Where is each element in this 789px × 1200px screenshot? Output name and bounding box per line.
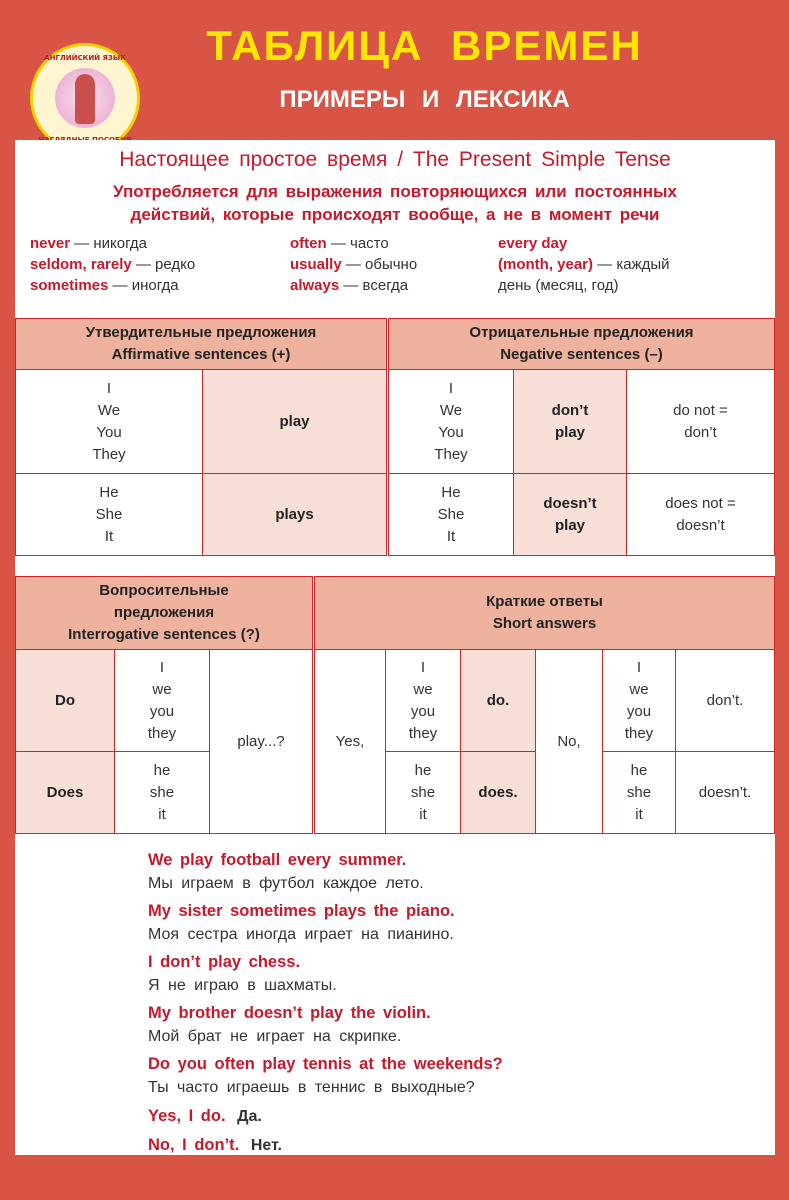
- example-item: [148, 1132, 503, 1158]
- adverb-item: [498, 275, 758, 296]
- adverb-en: often: [290, 235, 327, 252]
- example-ru: Ты часто играешь в теннис в выходные?: [148, 1079, 475, 1096]
- table-row: [389, 474, 775, 556]
- negative-table: [388, 318, 775, 556]
- adverb-ru: — обычно: [341, 256, 418, 273]
- tense-title: Настоящее простое время / The Present Simple Tense: [119, 148, 671, 171]
- note-line: do not =: [673, 401, 728, 419]
- verb-cell: plays: [203, 474, 387, 556]
- pronoun: it: [158, 805, 166, 823]
- pronouns-cell: [386, 752, 461, 834]
- pronoun: You: [96, 423, 122, 441]
- pronoun: I: [159, 658, 165, 676]
- intro-section: [15, 140, 775, 296]
- verb-line: don’t: [551, 401, 589, 419]
- example-ru: Нет.: [250, 1137, 282, 1154]
- interrogative-table: [15, 576, 313, 834]
- pronoun: they: [147, 724, 177, 742]
- note-cell: [627, 474, 775, 556]
- pronoun: I: [106, 379, 112, 397]
- header-ru: Отрицательные предложения: [469, 324, 694, 341]
- pronoun: he: [153, 761, 171, 779]
- note-line: doesn’t: [676, 516, 725, 534]
- header-ru: Утвердительные предложения: [85, 324, 317, 341]
- header-en: Affirmative sentences (+): [111, 346, 291, 363]
- adverb-en: every day: [498, 235, 568, 252]
- aux-cell: Do: [16, 650, 115, 752]
- adverb-item: [290, 233, 498, 254]
- adverb-item: [30, 233, 290, 254]
- pronoun: they: [624, 724, 654, 742]
- pronoun: I: [448, 379, 454, 397]
- adverb-ru: — никогда: [70, 235, 147, 252]
- content-panel: [15, 140, 775, 1155]
- pronoun: It: [104, 527, 114, 545]
- example-item: [148, 899, 503, 947]
- adverb-en: sometimes: [30, 277, 109, 294]
- pronoun: she: [626, 783, 652, 801]
- example-ru: Мы играем в футбол каждое лето.: [148, 875, 424, 892]
- example-en: Do you often play tennis at the weekends?: [148, 1055, 503, 1073]
- example-en: I don’t play chess.: [148, 953, 301, 971]
- note-cell: [627, 370, 775, 474]
- header-ru: Вопросительные: [99, 582, 229, 599]
- header-en: Short answers: [492, 615, 597, 632]
- example-item: [148, 950, 503, 998]
- pronouns-cell: [389, 370, 514, 474]
- usage-line: действий, которые происходят вообще, а не в момент речи: [130, 205, 660, 224]
- example-en: We play football every summer.: [148, 851, 407, 869]
- pronouns-cell: [16, 370, 203, 474]
- pronoun: I: [636, 658, 642, 676]
- adverbs-column: [30, 233, 290, 296]
- note-line: don’t: [684, 423, 717, 441]
- adverb-ru: — всегда: [339, 277, 409, 294]
- adverb-ru: — иногда: [108, 277, 179, 294]
- pronoun: you: [410, 702, 436, 720]
- adverbs-column: [290, 233, 498, 296]
- verb-line: play: [554, 516, 585, 534]
- pronoun: I: [420, 658, 426, 676]
- adverb-ru: — каждый: [593, 256, 670, 273]
- usage-description: [15, 180, 775, 226]
- verb-cell: play: [203, 370, 387, 474]
- examples-section: [148, 845, 503, 1158]
- logo-top-text: АНГЛИЙСКИЙ ЯЗЫК: [44, 54, 126, 62]
- negative-header: [389, 319, 775, 370]
- pronoun: he: [414, 761, 432, 779]
- example-item: [148, 1052, 503, 1100]
- adverb-item: [30, 254, 290, 275]
- aux-cell: Does: [16, 752, 115, 834]
- adverb-en: (month, year): [498, 256, 594, 273]
- pronoun: She: [437, 505, 465, 523]
- pronouns-cell: [389, 474, 514, 556]
- page-subtitle: ПРИМЕРЫ И ЛЕКСИКА: [279, 86, 570, 113]
- note-line: does not =: [665, 494, 736, 512]
- example-en: My brother doesn’t play the violin.: [148, 1004, 431, 1022]
- table-row: [16, 370, 387, 474]
- adverb-item: [30, 275, 290, 296]
- pronoun: it: [635, 805, 643, 823]
- verb-cell: [514, 370, 627, 474]
- adverb-en: seldom, rarely: [30, 256, 132, 273]
- verb-line: doesn’t: [543, 494, 597, 512]
- pronoun: They: [434, 445, 468, 463]
- pronouns-cell: [16, 474, 203, 556]
- table-row: [16, 650, 313, 752]
- pronoun: We: [97, 401, 121, 419]
- no-aux-cell: don’t.: [676, 650, 775, 752]
- pronouns-cell: [115, 752, 210, 834]
- yes-aux-cell: does.: [461, 752, 536, 834]
- table-row: [315, 650, 775, 752]
- adverb-ru: день (месяц, год): [498, 277, 619, 294]
- verb-line: play: [554, 423, 585, 441]
- short-answers-table: [314, 576, 775, 834]
- page-title: ТАБЛИЦА ВРЕМЕН: [206, 22, 643, 69]
- pronoun: she: [410, 783, 436, 801]
- yes-cell: Yes,: [315, 650, 386, 834]
- pronoun: She: [95, 505, 123, 523]
- interrogative-header: [16, 577, 313, 650]
- adverbs-column: [498, 233, 758, 296]
- adverb-en: always: [290, 277, 340, 294]
- example-en: Yes, I do.: [148, 1107, 226, 1125]
- adverb-item: [290, 275, 498, 296]
- no-cell: No,: [536, 650, 603, 834]
- pronouns-cell: [386, 650, 461, 752]
- pronoun: we: [152, 680, 172, 698]
- affirmative-header: [16, 319, 387, 370]
- adverb-en: usually: [290, 256, 342, 273]
- yes-aux-cell: do.: [461, 650, 536, 752]
- pronoun: They: [92, 445, 126, 463]
- header-en: Interrogative sentences (?): [68, 626, 260, 643]
- adverb-en: never: [30, 235, 71, 252]
- no-aux-cell: doesn’t.: [676, 752, 775, 834]
- pronoun: she: [149, 783, 175, 801]
- pronoun: He: [99, 483, 119, 501]
- example-ru: Я не играю в шахматы.: [148, 977, 337, 994]
- example-ru: Да.: [237, 1108, 262, 1125]
- pronoun: you: [149, 702, 175, 720]
- pronoun: it: [419, 805, 427, 823]
- adverb-ru: — редко: [131, 256, 196, 273]
- pronoun: He: [441, 483, 461, 501]
- pronoun: You: [438, 423, 464, 441]
- verb-cell: [514, 474, 627, 556]
- example-item: [148, 1001, 503, 1049]
- header-en: Negative sentences (–): [500, 346, 663, 363]
- example-en: My sister sometimes plays the piano.: [148, 902, 455, 920]
- pronoun: he: [630, 761, 648, 779]
- header-ru: предложения: [113, 604, 215, 621]
- verb-cell: play...?: [210, 650, 313, 834]
- pronouns-cell: [603, 650, 676, 752]
- pronoun: they: [408, 724, 438, 742]
- adverb-item: [498, 233, 758, 254]
- pronouns-cell: [115, 650, 210, 752]
- pronoun: you: [626, 702, 652, 720]
- header-ru: Краткие ответы: [486, 593, 603, 610]
- adverb-item: [290, 254, 498, 275]
- affirmative-table: [15, 318, 387, 556]
- example-ru: Мой брат не играет на скрипке.: [148, 1028, 402, 1045]
- adverbs-list: [30, 233, 775, 296]
- pronouns-cell: [603, 752, 676, 834]
- example-en: No, I don’t.: [148, 1136, 240, 1154]
- pronoun: we: [629, 680, 649, 698]
- example-item: [148, 848, 503, 896]
- short-answers-header: [315, 577, 775, 650]
- table-row: [16, 474, 387, 556]
- usage-line: Употребляется для выражения повторяющихся или постоянных: [113, 182, 677, 201]
- example-ru: Моя сестра иногда играет на пианино.: [148, 926, 454, 943]
- table-row: [389, 370, 775, 474]
- pronoun: We: [439, 401, 463, 419]
- adverb-ru: — часто: [326, 235, 389, 252]
- pronoun: It: [446, 527, 456, 545]
- adverb-item: [498, 254, 758, 275]
- example-item: [148, 1103, 503, 1129]
- pronoun: we: [413, 680, 433, 698]
